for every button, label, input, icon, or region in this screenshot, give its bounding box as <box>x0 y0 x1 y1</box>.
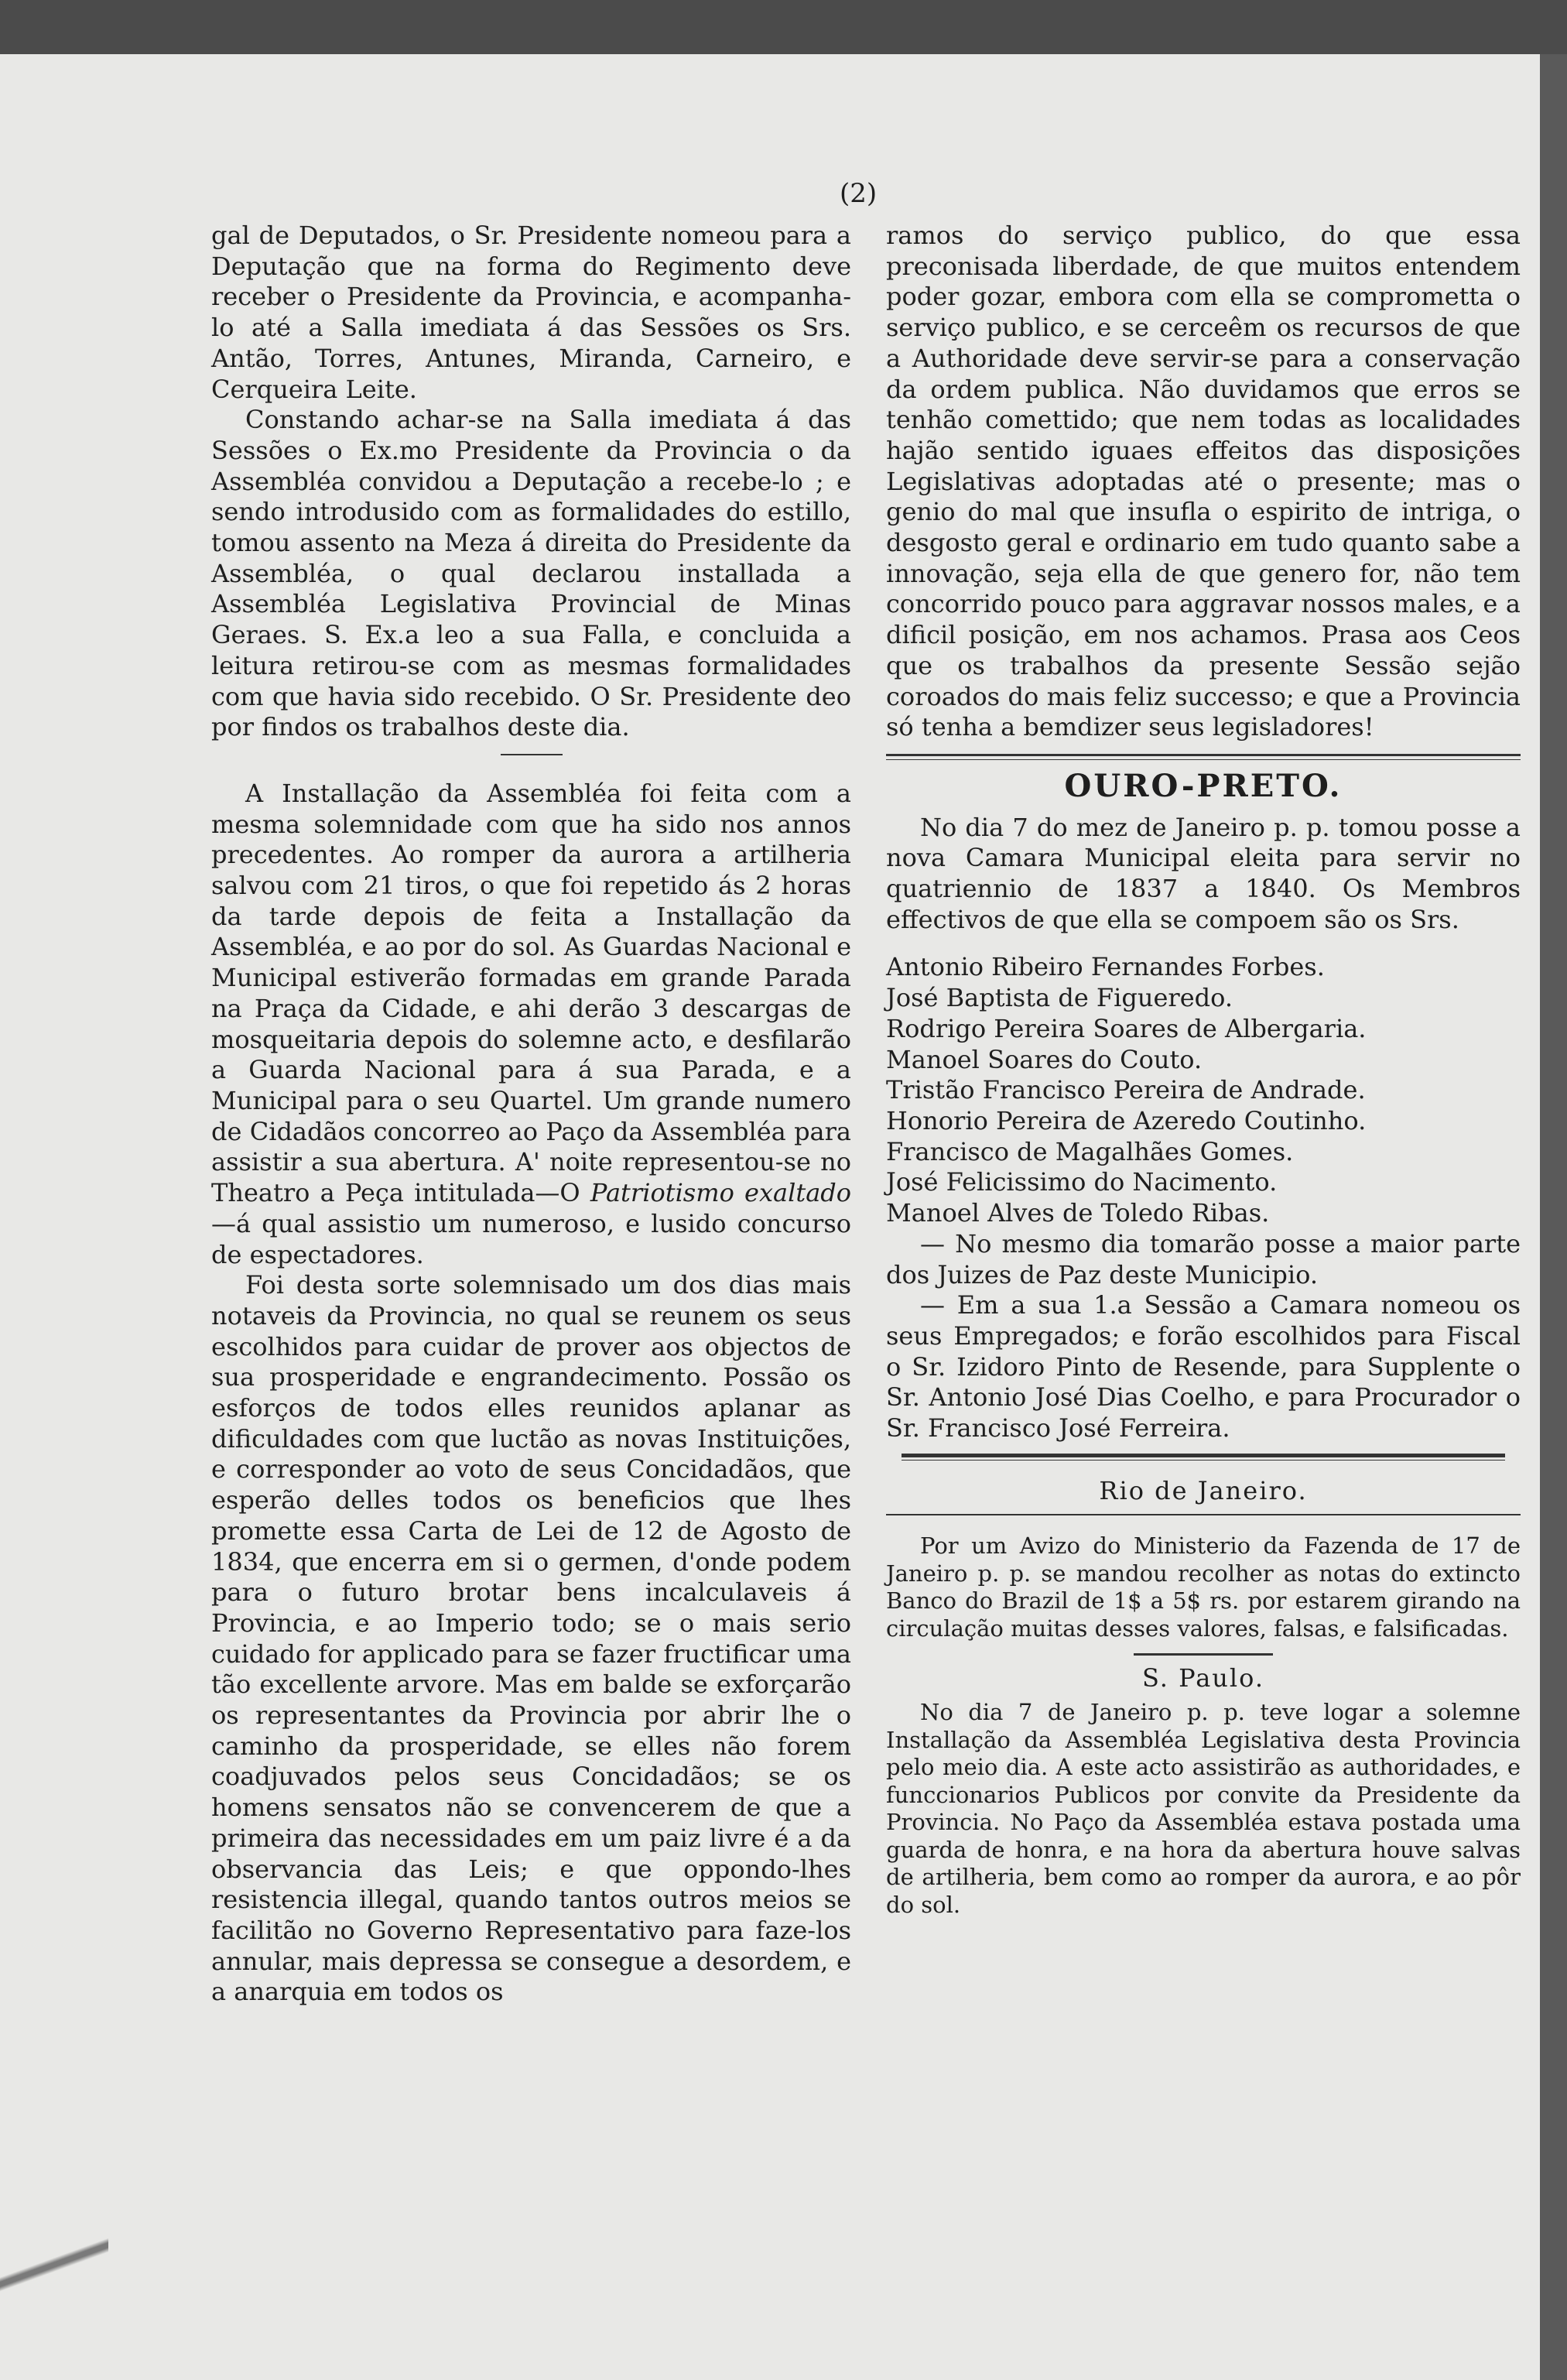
right-column <box>886 221 1521 1919</box>
scanner-top-edge <box>0 0 1567 54</box>
right-paragraph-6: No dia 7 de Janeiro p. p. teve logar a solemne Installação da Assembléa Legislativa desta Provincia pelo meio dia. A este acto assistirão as authoridades, e funccionarios Publicos por convite da Presidente da Provincia. No Paço da Assembléa estava postada uma guarda de honra, e na hora da abertura houve salvas de artilheria, bem como ao romper da aurora, e ao pôr do sol. <box>886 1699 1521 1918</box>
member-2: José Baptista de Figueredo. <box>886 983 1233 1013</box>
page-edge-shadow <box>0 2183 108 2380</box>
left-paragraph-4: Foi desta sorte solemnisado um dos dias mais notaveis da Provincia, no qual se reunem os seus escolhidos para cuidar de prover aos objectos de sua prosperidade e engrandecimento. Possão os esforços de todos elles reunidos aplanar as dificuldades com que luctão as novas Instituições, e corresponder ao voto de seus Concidadãos, que esperão delles todos os beneficios que lhes promette essa Carta de Lei de 12 de Agosto de 1834, que encerra em si o germen, d'onde podem para o futuro brotar bens incalculaveis á Provincia, e ao Imperio todo; se o mais serio cuidado for applicado para se fazer fructificar uma tão excellente arvore. Mas em balde se exforçarão os representantes da Provincia por abrir lhe o caminho da prosperidade, se elles não forem coadjuvados pelos seus Concidadãos; se os homens sensatos não se convencerem de que a primeira das necessidades em um paiz livre é a da observancia das Leis; e que oppondo-lhes resistencia illegal, quando tantos outros meios se facilitão no Governo Representativo para faze-los annular, mais depressa se consegue a desordem, e a anarquia em todos os <box>211 1270 851 2007</box>
right-paragraph-1: ramos do serviço publico, do que essa preconisada liberdade, de que muitos entendem poder gozar, embora com ella se compromettа o serviço publico, e se cerceêm os recursos de que a Authoridade deve servir-se para a conservação da ordem publica. Não duvidamos que erros se tenhão comettido; que nem todas as localidades hajão sentido iguaes effeitos das disposições Legislativas adoptadas até o presente; mas o genio do mal que insufla o espirito de intriga, o desgosto geral e ordinario em tudo quanto sabe a innovação, seja ella de que genero for, não tem concorrido pouco para aggravar nossos males, e a dificil posição, em nos achamos. Prasa aos Ceos que os trabalhos da presente Sessão sejão coroados do mais feliz successo; e que a Provincia só tenha a bemdizer seus legisladores! <box>886 221 1521 742</box>
flourish-rule <box>1134 1653 1273 1656</box>
right-paragraph-2: No dia 7 do mez de Janeiro p. p. tomou posse a nova Camara Municipal eleita para servir no quatriennio de 1837 a 1840. Os Membros effectivos de que ella se compoem são os Srs. <box>886 812 1521 934</box>
play-title: Patriotismo exaltado <box>590 1178 852 1208</box>
member-3: Rodrigo Pereira Soares de Albergaria. <box>886 1013 1367 1043</box>
member-7: Francisco de Magalhães Gomes. <box>886 1136 1294 1166</box>
heading-sao-paulo: S. Paulo. <box>1141 1663 1264 1693</box>
section-separator <box>501 754 563 755</box>
member-4: Manoel Soares do Couto. <box>886 1044 1203 1074</box>
double-rule <box>886 754 1521 760</box>
council-members-list <box>886 952 1521 1228</box>
left-paragraph-3b: —á qual assistio um numeroso, e lusido concurso de espectadores. <box>211 1208 851 1269</box>
member-1: Antonio Ribeiro Fernandes Forbes. <box>886 952 1325 982</box>
member-9: Manoel Alves de Toledo Ribas. <box>886 1198 1270 1228</box>
right-paragraph-5: Por um Avizo do Ministerio da Fazenda de 17 de Janeiro p. p. se mandou recolher as notas do extincto Banco do Brazil de 1$ a 5$ rs. por estarem girando na circulação muitas desses valores, falsas, e falsificadas. <box>886 1532 1521 1642</box>
left-paragraph-2: Constando achar-se na Salla imediata á das Sessões o Ex.mo Presidente da Provincia o da Assembléa convidou a Deputação a recebe-lo ; e sendo introdusido com as formalidades do estillo, tomou assento na Meza á direita do Presidente da Assembléa, o qual declarou installada a Assembléa Legislativa Provincial de Minas Geraes. S. Ex.a leo a sua Falla, e concluida a leitura retirou-se com as mesmas formalidades com que havia sido recebido. O Sr. Presidente deo por findos os trabalhos deste dia. <box>211 405 851 742</box>
member-5: Tristão Francisco Pereira de Andrade. <box>886 1075 1366 1105</box>
member-8: José Felicissimo do Nacimento. <box>886 1167 1278 1197</box>
heading-ouro-preto: OURO-PRETO. <box>1064 767 1343 804</box>
left-column <box>211 221 851 2008</box>
left-paragraph-3a: A Installação da Assembléa foi feita com a mesma solemnidade com que ha sido nos annos precedentes. Ao romper da aurora a artilheria salvou com 21 tiros, o que foi repetido ás 2 horas da tarde depois de feita a Installação da Assembléa, e ao por do sol. As Guardas Nacional e Municipal estiverão formadas em grande Parada na Praça da Cidade, e ahi derão 3 descargas de mosqueitaria depois do solemne acto, e desfilarão a Guarda Nacional para á sua Parada, e a Municipal para o seu Quartel. Um grande numero de Cidadãos concorreo ao Paço da Assembléa para assistir a sua abertura. A' noite representou-se no Theatro a Peça intitulada—O <box>211 778 851 1208</box>
thick-rule <box>902 1454 1505 1461</box>
heading-rio-de-janeiro: Rio de Janeiro. <box>1099 1475 1308 1505</box>
left-paragraph-3 <box>211 779 851 1270</box>
left-paragraph-1: gal de Deputados, o Sr. Presidente nomeou para a Deputação que na forma do Regimento deve receber o Presidente da Provincia, e acompanha-lo até a Salla imediata á das Sessões os Srs. Antão, Torres, Antunes, Miranda, Carneiro, e Cerqueira Leite. <box>211 221 851 404</box>
member-6: Honorio Pereira de Azeredo Coutinho. <box>886 1105 1367 1135</box>
right-paragraph-3: — No mesmo dia tomarão posse a maior parte dos Juizes de Paz deste Municipio. <box>886 1228 1521 1289</box>
right-paragraph-4: — Em a sua 1.a Sessão a Camara nomeou os seus Empregados; e forão escolhidos para Fiscal o Sr. Izidoro Pinto de Resende, para Supplente o Sr. Antonio José Dias Coelho, e para Procurador o Sr. Francisco José Ferreira. <box>886 1290 1521 1443</box>
page-number: (2) <box>840 178 878 209</box>
